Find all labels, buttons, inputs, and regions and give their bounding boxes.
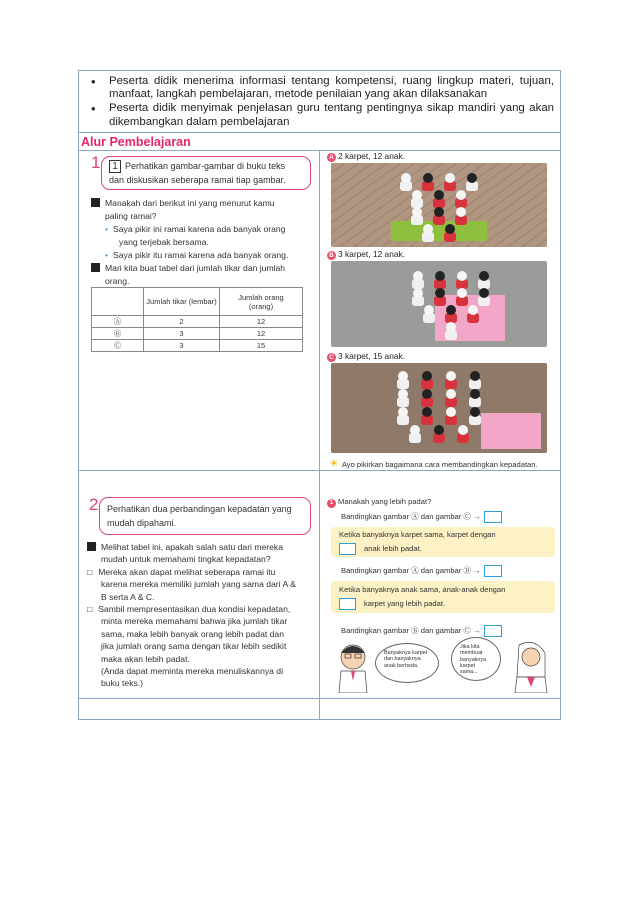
photo-caption: C 3 karpet, 15 anak. xyxy=(327,351,405,362)
answer-box[interactable] xyxy=(484,565,502,577)
compare-row: Bandingkan gambar Ⓐ dan gambar Ⓑ → xyxy=(341,565,502,577)
checkbox-icon: □ xyxy=(87,566,93,577)
answer: yang terjebak bersama. xyxy=(119,237,209,247)
answer: • Saya pikir ini ramai karena ada banyak orang xyxy=(105,224,286,234)
lesson-frame xyxy=(78,70,561,720)
header-cell: Jumlah orang (orang) xyxy=(220,288,303,316)
step-number: 1 xyxy=(91,153,101,172)
answer-box[interactable] xyxy=(339,598,356,610)
question: Manakah dari berikut ini yang menurut kamu xyxy=(91,197,275,209)
square-bullet-icon xyxy=(87,542,96,551)
question: 1 Manakah yang lebih padat? xyxy=(327,497,431,508)
table-row: Ⓑ 3 12 xyxy=(92,328,303,340)
speech-bubble-girl: Jika kita membuat banyaknya karpet sama... xyxy=(451,637,501,681)
step-number: 2 xyxy=(89,495,99,514)
hint-text: anak lebih padat. xyxy=(339,543,422,555)
speech-bubble-boy: Banyaknya karpet dan banyaknya anak berbeda. xyxy=(375,643,439,683)
photo-children-b xyxy=(331,261,547,347)
bullet-item: • Peserta didik menerima informasi tentang kompetensi, ruang lingkup materi, tujuan, manfaat, langkah pembelajaran, metode penilaian yang akan dilaksanakan xyxy=(85,75,554,101)
table-header-row xyxy=(92,288,303,316)
answer-box[interactable] xyxy=(339,543,356,555)
column-divider xyxy=(319,151,320,719)
instruction-text: mudah dipahami. xyxy=(107,518,177,528)
tip: ☀ Ayo pikirkan bagaimana cara membandingkan kepadatan. xyxy=(329,458,538,470)
section-title: Alur Pembelajaran xyxy=(81,135,191,149)
answer-box[interactable] xyxy=(484,511,502,523)
step-box: 1 xyxy=(109,160,121,173)
answer-box[interactable] xyxy=(484,625,502,637)
answer: • Saya pikir itu ramai karena ada banyak orang. xyxy=(105,250,289,260)
header-cell: Jumlah tikar (lembar) xyxy=(144,288,220,316)
square-bullet-icon xyxy=(91,263,100,272)
hint-text: Ketika banyaknya anak sama, anak-anak dengan xyxy=(339,585,506,594)
boy-icon xyxy=(339,645,367,693)
photo-children-c xyxy=(331,363,547,453)
question: orang. xyxy=(105,276,130,286)
question: Mari kita buat tabel dari jumlah tikar dan jumlah xyxy=(91,262,285,274)
instruction-text: dan diskusikan seberapa ramai tiap gambar. xyxy=(109,175,286,185)
instruction-text: Perhatikan dua perbandingan kepadatan yang xyxy=(107,504,292,514)
header-cell xyxy=(92,288,144,316)
instruction-text: 1 Perhatikan gambar-gambar di buku teks xyxy=(109,160,285,173)
table-row: Ⓒ 3 15 xyxy=(92,340,303,352)
girl-icon xyxy=(515,642,547,693)
compare-row: Bandingkan gambar Ⓐ dan gambar Ⓒ → xyxy=(341,511,502,523)
checkbox-icon: □ xyxy=(87,604,93,615)
data-table xyxy=(91,287,303,352)
sun-icon: ☀ xyxy=(329,458,339,470)
bullet-list xyxy=(79,71,560,133)
photo-caption: A 2 karpet, 12 anak. xyxy=(327,151,405,162)
question: paling ramai? xyxy=(105,211,157,221)
photo-caption: B 3 karpet, 12 anak. xyxy=(327,249,405,260)
hint-text: Ketika banyaknya karpet sama, karpet dengan xyxy=(339,530,496,539)
compare-row: Bandingkan gambar Ⓑ dan gambar Ⓒ → xyxy=(341,625,502,637)
divider xyxy=(79,470,560,471)
photo-children-a xyxy=(331,163,547,247)
table-row: Ⓐ 2 12 xyxy=(92,316,303,328)
explanation: Melihat tabel ini, apakah salah satu dari mereka mudah untuk memahami tingkat kepadatan? □ Mereka akan dapat melihat seberapa ramai itu karena mereka memiliki jumlah yang sama dari A & B serta A & C. □ Sambil mempresentasikan dua kondisi kepadatan, minta mereka memahami bahwa jika jumlah tikar sama, maka lebih banyak orang lebih padat dan jika jumlah orang sama dengan tikar lebih sedikit maka akan lebih padat. (Anda dapat meminta mereka menuliskannya di buku teks.) xyxy=(87,542,296,689)
photo-image xyxy=(331,163,547,247)
bullet-item: • Peserta didik menyimak penjelasan guru tentang pentingnya sikap mandiri yang akan dikembangkan dalam pembelajaran xyxy=(85,102,554,128)
characters-illustration xyxy=(331,637,555,693)
dot-icon: • xyxy=(105,224,109,234)
divider xyxy=(79,698,560,699)
dot-icon: • xyxy=(105,250,109,260)
hint-text: karpet yang lebih padat. xyxy=(339,598,445,610)
square-bullet-icon xyxy=(91,198,100,207)
